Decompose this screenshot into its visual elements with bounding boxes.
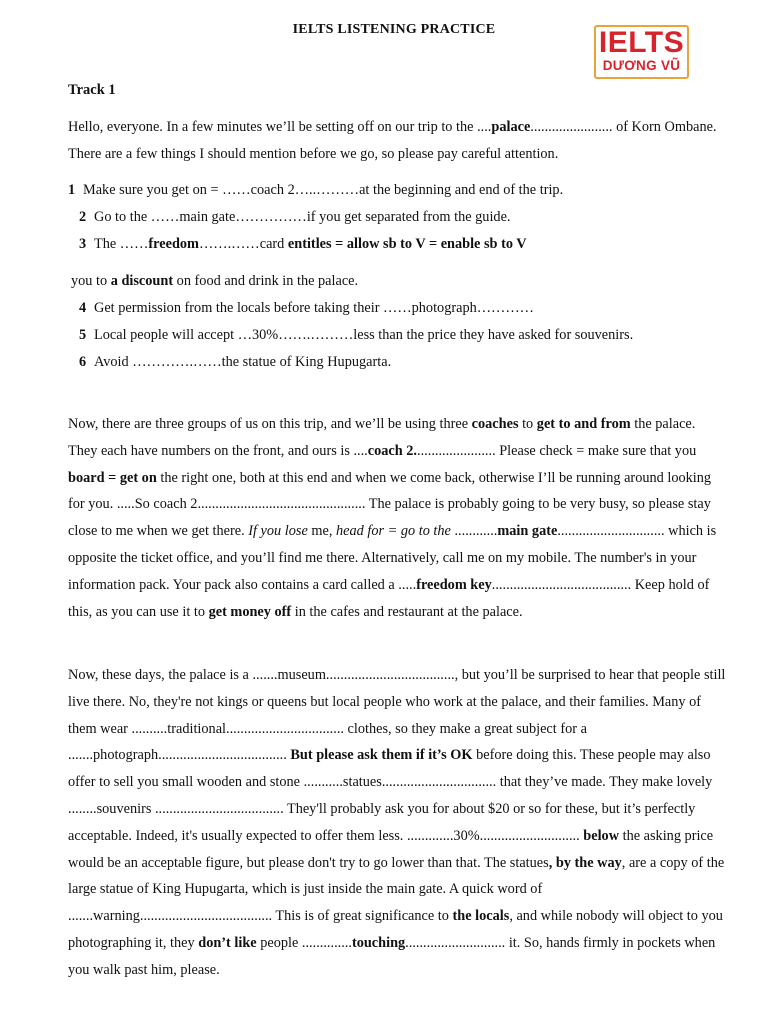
track-heading: Track 1	[68, 82, 116, 98]
paragraph-coaches: Now, there are three groups of us on this trip, and we’ll be using three coaches to get to and from the palace. They each have numbers on the front, and ours is ....coach 2....................... Please check = make sure that you board = get on the right one, both at this end and when we come back, otherwise I’ll be running around looking for you. .....So coach 2............................................... The palace is probably going to be very busy, so please stay close to me when we get there. If you lose me, head for = go to the ............main gate.............................. which is opposite the ticket office, and you’ll find me there. Alternatively, call me on my mobile. The number's in your information pack. Your pack also contains a card called a .....freedom key....................................... Keep hold of this, as you can use it to get money off in the cafes and restaurant at the palace.	[68, 416, 717, 620]
question-6: 6 Avoid ………….……the statue of King Hupugarta.	[79, 354, 392, 370]
question-4: 4 Get permission from the locals before taking their ……photograph…………	[79, 300, 534, 316]
question-3-continued: you to a discount on food and drink in the palace.	[71, 273, 359, 289]
page-title: IELTS LISTENING PRACTICE	[292, 22, 496, 37]
logo-text-bottom: DƯƠNG VŨ	[602, 58, 681, 73]
question-2: 2 Go to the ……main gate……………if you get separated from the guide.	[79, 209, 511, 225]
question-5: 5 Local people will accept …30%…….………less than the price they have asked for souvenirs.	[79, 327, 634, 343]
logo-text-top: IELTS	[598, 26, 685, 59]
ielts-duong-vu-logo	[594, 25, 689, 79]
question-3: 3 The ……freedom…….……card entitles = allow sb to V = enable sb to V	[79, 236, 527, 252]
intro-paragraph: Hello, everyone. In a few minutes we’ll be setting off on our trip to the ....palace....................... of Korn Ombane. There are a few things I should mention before we go, so please pay careful attention.	[68, 119, 717, 162]
question-1: 1 Make sure you get on = ……coach 2…..………at the beginning and end of the trip.	[68, 182, 564, 198]
paragraph-palace: Now, these days, the palace is a .......museum...................................., but you’ll be surprised to hear that people still live there. No, they're not kings or queens but local people who work at the palace, and their families. Many of them wear ..........traditional................................. clothes, so they make a great subject for a .......photograph.................................... But please ask them if it’s OK before doing this. These people may also offer to sell you small wooden and stone ...........statues................................ that they’ve made. They make lovely ........souvenirs .................................... They'll probably ask you for about $20 or so for these, but it’s perfectly acceptable. Indeed, it's usually expected to offer them less. .............30%............................ below the asking price would be an acceptable figure, but please don't try to go lower than that. The statues, by the way, are a copy of the large statue of King Hupugarta, which is just inside the main gate. A quick word of .......warning..................................... This is of great significance to the locals, and while nobody will object to you photographing it, they don’t like people ..............touching............................ it. So, hands firmly in pockets when you walk past him, please.	[68, 667, 726, 978]
